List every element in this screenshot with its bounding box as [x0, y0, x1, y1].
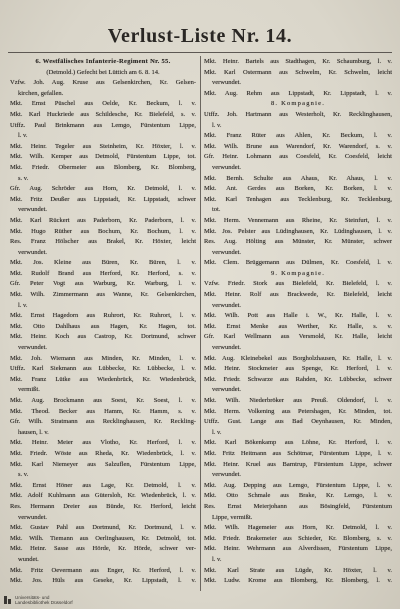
- entry-continuation-line: verwundet.: [212, 386, 242, 394]
- casualty-entry: [10, 332, 196, 353]
- library-stamp: [4, 595, 114, 607]
- entry-line: Mkt. Heinr. Bartels aus Stadthagen, Kr. Schaumburg, l. v.: [204, 58, 392, 65]
- casualty-entry: [10, 523, 196, 534]
- right-column: [204, 57, 392, 587]
- entry-line: Mkt. Ludw. Krome aus Blomberg, Kr. Blomberg, l. v.: [204, 577, 392, 585]
- entry-line: Mkt. Friedr. Obermeier aus Blomberg, Kr. Blomberg,: [10, 163, 196, 171]
- entry-continuation-line: l. v.: [212, 428, 222, 436]
- casualty-entry: [204, 258, 392, 269]
- entry-line: Mkt. Fritz Deußer aus Lippstadt, Kr. Lippstadt, schwer: [10, 195, 196, 203]
- entry-line: Mkt. Karl Ostermann aus Schwelm, Kr. Schwelm, leicht: [204, 68, 392, 76]
- entry-line: Mkt. Otto Schmale aus Brake, Kr. Lemgo, l. v.: [204, 492, 392, 500]
- entry-line: Mkt. Karl Tenhagen aus Tecklenburg, Kr. Tecklenburg,: [204, 195, 392, 203]
- left-column: [10, 57, 196, 587]
- entry-line: Res. Franz Hölscher aus Brakel, Kr. Höxter, leicht: [10, 238, 196, 246]
- company-heading: 8. Kompagnie.: [270, 100, 326, 108]
- entry-line: Mkt. Ernst Menke aus Werther, Kr. Halle, s. v.: [204, 322, 392, 330]
- entry-line: Res. Hermann Dreier aus Bünde, Kr. Herford, leicht: [10, 502, 196, 510]
- battle-subheading: (Detmold.) Gefecht bei Lüttich am 6. 8. 14.: [46, 68, 160, 76]
- entry-continuation-line: vermißt.: [18, 386, 40, 394]
- entry-line: Mkt. Gustav Pahl aus Dortmund, Kr. Dortmund, l. v.: [10, 524, 196, 532]
- casualty-entry: [10, 216, 196, 227]
- entry-line: Mkt. Wilh. Pott aus Halle i. W., Kr. Halle, l. v.: [204, 312, 392, 320]
- entry-line: Mkt. Wilh. Tiemann aus Oerlinghausen, Kr. Detmold, tot.: [10, 534, 196, 542]
- casualty-entry: [10, 417, 196, 438]
- library-stamp-line: Universitäts- und: [15, 595, 50, 600]
- company-heading: 9. Kompagnie.: [270, 269, 326, 277]
- regiment-heading: 6. Westfälisches Infanterie-Regiment Nr. 55.: [35, 58, 171, 65]
- casualty-entry: [204, 152, 392, 173]
- column-divider: [200, 56, 201, 591]
- casualty-entry: [10, 322, 196, 333]
- entry-line: Mkt. Karl Niemeyer aus Salzuflen, Fürstentum Lippe,: [10, 460, 196, 468]
- casualty-entry: [204, 322, 392, 333]
- casualty-entry: [204, 576, 392, 587]
- casualty-entry: [10, 152, 196, 163]
- entry-line: Mkt. Heinr. Tegeler aus Steinheim, Kr. Höxter, l. v.: [10, 142, 196, 150]
- casualty-entry: [10, 237, 196, 258]
- casualty-entry: [10, 354, 196, 365]
- casualty-entry: [10, 110, 196, 121]
- casualty-entry: [204, 481, 392, 492]
- casualty-entry: [10, 396, 196, 407]
- casualty-entry: [204, 375, 392, 396]
- entry-line: Mkt. Adolf Kuhlmann aus Gütersloh, Kr. Wiedenbrück, l. v.: [10, 492, 196, 500]
- casualty-entry: [10, 279, 196, 290]
- casualty-entry: [204, 417, 392, 438]
- entry-continuation-line: hausen, l. v.: [18, 428, 49, 436]
- casualty-entry: [10, 566, 196, 577]
- entry-line: Gfr. Aug. Schröder aus Horn, Kr. Detmold, l. v.: [10, 185, 196, 193]
- entry-line: Mkt. Jos. Hüls aus Geseke, Kr. Lippstadt, l. v.: [10, 577, 196, 585]
- casualty-entry: [204, 279, 392, 290]
- casualty-entry: [10, 544, 196, 565]
- entry-line: Mkt. Heinr. Koch aus Castrop, Kr. Dortmund, schwer: [10, 333, 196, 341]
- casualty-entry: [204, 184, 392, 195]
- entry-line: Mkt. Hugo Rüther aus Bochum, Kr. Bochum, l. v.: [10, 227, 196, 235]
- entry-line: Mkt. Rudolf Brand aus Herford, Kr. Herford, s. v.: [10, 269, 196, 277]
- casualty-entry: [10, 78, 196, 99]
- entry-line: Vzfw. Joh. Aug. Kruse aus Gelsenkirchen, Kr. Gelsen-: [10, 79, 196, 87]
- entry-line: Res. Ernst Meierjohann aus Bösingfeld, Fürstentum: [204, 502, 392, 510]
- entry-line: Mkt. Herm. Vennemann aus Rheine, Kr. Steinfurt, l. v.: [204, 216, 392, 224]
- entry-line: Mkt. Heinr. Meier aus Vlotho, Kr. Herford, l. v.: [10, 439, 196, 447]
- entry-line: Utffz. Gust. Lange aus Bad Oeynhausen, Kr. Minden,: [204, 418, 392, 426]
- entry-continuation-line: verwundet.: [18, 206, 48, 214]
- entry-line: Mkt. Jos. Kleine aus Büren, Kr. Büren, l. v.: [10, 259, 196, 267]
- entry-line: Res. Aug. Hölting aus Münster, Kr. Münster, schwer: [204, 238, 392, 246]
- entry-continuation-line: Lippe, vermißt.: [212, 513, 253, 521]
- casualty-entry: [10, 163, 196, 184]
- entry-line: Mkt. Ant. Gerdes aus Borken, Kr. Borken, l. v.: [204, 185, 392, 193]
- entry-continuation-line: tot.: [212, 206, 221, 214]
- entry-line: Utffz. Paul Brinkmann aus Lemgo, Fürstentum Lippe,: [10, 121, 196, 129]
- casualty-entry: [204, 131, 392, 142]
- entry-continuation-line: wundet.: [18, 555, 39, 563]
- entry-continuation-line: kirchen, gefallen.: [18, 89, 64, 97]
- casualty-entry: [10, 502, 196, 523]
- casualty-entry: [10, 258, 196, 269]
- casualty-entry: [204, 491, 392, 502]
- entry-line: Mkt. Fritz Oevermann aus Enger, Kr. Herford, l. v.: [10, 566, 196, 574]
- casualty-entry: [10, 534, 196, 545]
- entry-line: Mkt. Aug. Rehm aus Lippstadt, Kr. Lippstadt, l. v.: [204, 89, 392, 97]
- casualty-entry: [10, 195, 196, 216]
- entry-line: Mkt. Heinr. Stockmeier aus Spenge, Kr. Herford, l. v.: [204, 365, 392, 373]
- casualty-entry: [204, 195, 392, 216]
- entry-line: Mkt. Joh. Wiemann aus Minden, Kr. Minden, l. v.: [10, 354, 196, 362]
- casualty-entry: [204, 534, 392, 545]
- entry-line: Mkt. Heinr. Wehrmann aus Alverdissen, Fürstentum Lippe,: [204, 545, 392, 553]
- entry-line: Mkt. Karl Huckriede aus Schildesche, Kr. Bielefeld, s. v.: [10, 110, 196, 118]
- entry-line: Gfr. Wilh. Stratmann aus Recklinghausen, Kr. Reckling-: [10, 418, 196, 426]
- entry-line: Vzfw. Friedr. Stork aus Bielefeld, Kr. Bielefeld, l. v.: [204, 280, 392, 288]
- casualty-entry: [10, 576, 196, 587]
- casualty-entry: [204, 216, 392, 227]
- casualty-entry: [204, 227, 392, 238]
- casualty-entry: [204, 68, 392, 89]
- entry-line: Mkt. Ernst Hagedorn aus Ruhrort, Kr. Ruhrort, l. v.: [10, 312, 196, 320]
- casualty-entry: [204, 174, 392, 185]
- casualty-entry: [204, 566, 392, 577]
- entry-continuation-line: l. v.: [18, 301, 28, 309]
- entry-line: Mkt. Heinr. Sasse aus Hörde, Kr. Hörde, schwer ver-: [10, 545, 196, 553]
- casualty-entry: [10, 438, 196, 449]
- library-logo-icon: [4, 596, 12, 604]
- entry-line: Mkt. Aug. Depping aus Lemgo, Fürstentum Lippe, l. v.: [204, 481, 392, 489]
- entry-continuation-line: l. v.: [212, 121, 222, 129]
- casualty-entry: [204, 237, 392, 258]
- entry-line: Mkt. Bernh. Schulte aus Ahaus, Kr. Ahaus, l. v.: [204, 174, 392, 182]
- entry-continuation-line: verwundet.: [212, 344, 242, 352]
- casualty-entry: [10, 449, 196, 460]
- entry-line: Mkt. Franz Rüter aus Ahlen, Kr. Beckum, l. v.: [204, 132, 392, 140]
- casualty-entry: [204, 57, 392, 68]
- entry-line: Mkt. Theod. Becker aus Hamm, Kr. Hamm, s. v.: [10, 407, 196, 415]
- casualty-entry: [204, 502, 392, 523]
- casualty-entry: [10, 269, 196, 280]
- entry-continuation-line: verwundet.: [18, 344, 48, 352]
- casualty-entry: [204, 332, 392, 353]
- entry-continuation-line: verwundet.: [212, 163, 242, 171]
- casualty-entry: [10, 407, 196, 418]
- entry-continuation-line: verwundet.: [212, 301, 242, 309]
- entry-line: Mkt. Friedr. Brakemeier aus Schieder, Kr. Blomberg, s. v.: [204, 534, 392, 542]
- casualty-entry: [10, 311, 196, 322]
- entry-line: Mkt. Aug. Brockmann aus Soest, Kr. Soest, l. v.: [10, 397, 196, 404]
- casualty-entry: [10, 375, 196, 396]
- entry-continuation-line: verwundet.: [212, 471, 242, 479]
- casualty-entry: [10, 227, 196, 238]
- casualty-entry: [10, 481, 196, 492]
- entry-line: Mkt. Aug. Kleinebekel aus Borgholzhausen, Kr. Halle, l. v.: [204, 354, 392, 362]
- casualty-entry: [204, 110, 392, 131]
- entry-continuation-line: l. v.: [18, 132, 28, 140]
- entry-line: Gfr. Karl Wellmann aus Versmold, Kr. Halle, leicht: [204, 333, 392, 341]
- casualty-entry: [10, 142, 196, 153]
- entry-line: Mkt. Karl Rückert aus Paderborn, Kr. Paderborn, l. v.: [10, 216, 196, 224]
- casualty-entry: [204, 364, 392, 375]
- casualty-entry: [10, 99, 196, 110]
- entry-continuation-line: s. v.: [18, 471, 29, 479]
- entry-line: Mkt. Wilh. Brune aus Warendorf, Kr. Warendorf, s. v.: [204, 142, 392, 150]
- entry-line: Utffz. Karl Siekmann aus Lübbecke, Kr. Lübbecke, l. v.: [10, 365, 196, 373]
- entry-line: Mkt. Wilh. Zimmermann aus Wanne, Kr. Gelsenkirchen,: [10, 291, 196, 299]
- casualty-entry: [204, 544, 392, 565]
- casualty-entry: [204, 438, 392, 449]
- entry-line: Mkt. Clem. Brüggemann aus Dülmen, Kr. Coesfeld, l. v.: [204, 259, 392, 267]
- entry-line: Gfr. Peter Vogt aus Warburg, Kr. Warburg, l. v.: [10, 280, 196, 288]
- library-stamp-line: Landesbibliothek Düsseldorf: [15, 600, 73, 606]
- entry-line: Mkt. Franz Lütke aus Wiedenbrück, Kr. Wiedenbrück,: [10, 375, 196, 383]
- entry-continuation-line: verwundet.: [212, 79, 242, 87]
- entry-line: Mkt. Friedr. Schwarze aus Rahden, Kr. Lübbecke, schwer: [204, 375, 392, 383]
- page-title: Verlust-Liste Nr. 14.: [107, 25, 293, 47]
- entry-line: Mkt. Ernst Püschel aus Oelde, Kr. Beckum, l. v.: [10, 100, 196, 108]
- entry-line: Mkt. Wilh. Niederbröker aus Preuß. Oldendorf, l. v.: [204, 397, 392, 404]
- casualty-entry: [10, 184, 196, 195]
- casualty-entry: [10, 460, 196, 481]
- casualty-entry: [204, 396, 392, 407]
- casualty-entry: [10, 491, 196, 502]
- casualty-entry: [204, 290, 392, 311]
- entry-continuation-line: verwundet.: [18, 248, 48, 256]
- casualty-entry: [204, 460, 392, 481]
- casualty-entry: [204, 407, 392, 418]
- entry-line: Mkt. Friedr. Wöste aus Rheda, Kr. Wiedenbrück, l. v.: [10, 449, 196, 457]
- title-rule: [8, 52, 392, 53]
- entry-line: Mkt. Karl Strate aus Lügde, Kr. Höxter, l. v.: [204, 566, 392, 574]
- entry-line: Mkt. Heinr. Rolf aus Brackwede, Kr. Bielefeld, leicht: [204, 291, 392, 299]
- casualty-entry: [10, 290, 196, 311]
- casualty-entry: [204, 523, 392, 534]
- entry-continuation-line: l. v.: [212, 555, 222, 563]
- entry-continuation-line: verwundet.: [212, 248, 242, 256]
- casualty-entry: [204, 354, 392, 365]
- entry-continuation-line: verwundet.: [18, 513, 48, 521]
- entry-line: Mkt. Karl Bökenkamp aus Löhne, Kr. Herford, l. v.: [204, 439, 392, 447]
- entry-line: Mkt. Otto Dahlhaus aus Hagen, Kr. Hagen, tot.: [10, 322, 196, 330]
- entry-line: Utffz. Joh. Hartmann aus Westerholt, Kr. Recklinghausen,: [204, 110, 392, 118]
- casualty-entry: [10, 364, 196, 375]
- entry-continuation-line: s. v.: [18, 174, 29, 182]
- entry-line: Mkt. Wilh. Kemper aus Detmold, Fürstentum Lippe, tot.: [10, 153, 196, 161]
- entry-line: Mkt. Jos. Pelster aus Lüdinghausen, Kr. Lüdinghausen, l. v.: [204, 227, 392, 235]
- entry-line: Gfr. Heinr. Lohmann aus Coesfeld, Kr. Coesfeld, leicht: [204, 153, 392, 161]
- entry-line: Mkt. Fritz Heitmann aus Schötmar, Fürstentum Lippe, l. v.: [204, 449, 392, 457]
- entry-line: Mkt. Herm. Volkening aus Petershagen, Kr. Minden, tot.: [204, 407, 392, 415]
- entry-line: Mkt. Heinr. Kruel aus Barntrup, Fürstentum Lippe, schwer: [204, 460, 392, 468]
- casualty-entry: [204, 142, 392, 153]
- casualty-entry: [10, 121, 196, 142]
- casualty-entry: [204, 449, 392, 460]
- entry-line: Mkt. Wilh. Hagemeier aus Horn, Kr. Detmold, l. v.: [204, 524, 392, 532]
- casualty-entry: [204, 89, 392, 100]
- entry-line: Mkt. Ernst Höner aus Lage, Kr. Detmold, l. v.: [10, 481, 196, 489]
- library-stamp-text: [15, 595, 73, 606]
- casualty-entry: [204, 311, 392, 322]
